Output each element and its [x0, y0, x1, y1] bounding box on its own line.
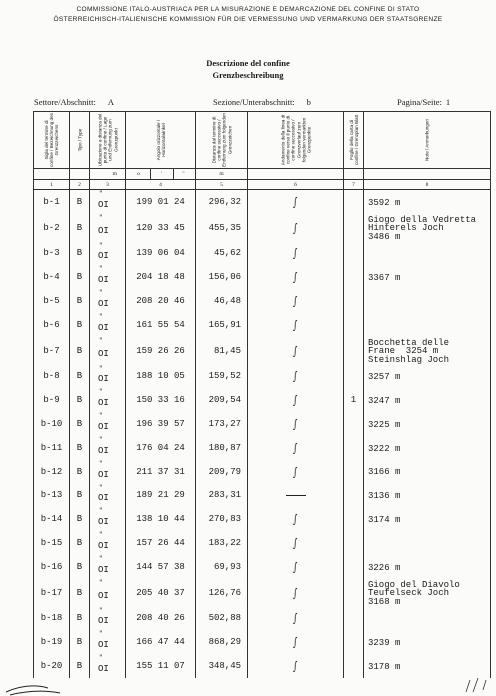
- distance: 183,22: [196, 531, 248, 555]
- horizontal-angle: 204 18 48: [126, 265, 196, 289]
- col-num-3: 3: [90, 180, 126, 190]
- map-sheet: [344, 579, 364, 607]
- horizontal-angle: 155 11 07: [126, 654, 196, 678]
- map-sheet: [344, 313, 364, 337]
- horizontal-angle: 189 21 29: [126, 484, 196, 508]
- table-row: [34, 365, 491, 389]
- commission-header-german: ÖSTERREICHISCH-ITALIENISCHE KOMMISSION FÜR DIE VERMESSUNG UND VERMARKUNG DER STAATSGRENZE: [53, 16, 443, 23]
- marker-type: B: [70, 412, 90, 436]
- marker-id: b-16: [34, 555, 70, 579]
- marker-id: b-4: [34, 265, 70, 289]
- table-row: [34, 484, 491, 508]
- marker-location: " OI: [90, 484, 126, 508]
- marker-location: " OI: [90, 607, 126, 631]
- marker-location: " OI: [90, 436, 126, 460]
- note: [364, 607, 491, 631]
- col-header-angle: Angolo orizzontale / Horizontalwinkel: [126, 112, 196, 169]
- distance: 46,48: [196, 289, 248, 313]
- marker-id: b-10: [34, 412, 70, 436]
- map-sheet: [344, 337, 364, 365]
- marker-location: " OI: [90, 388, 126, 412]
- curved-line-icon: ∫: [248, 630, 344, 654]
- table-row: [34, 630, 491, 654]
- marker-type: B: [70, 436, 90, 460]
- map-sheet: [344, 190, 364, 214]
- document-subtitle: Grenzbeschreibung: [212, 70, 284, 80]
- note-line: 3247 m: [368, 395, 401, 406]
- horizontal-angle: 161 55 54: [126, 313, 196, 337]
- marker-location: " OI: [90, 412, 126, 436]
- horizontal-angle: 144 57 38: [126, 555, 196, 579]
- page-value: 1: [445, 97, 451, 107]
- col-num-7: 7: [344, 180, 364, 190]
- col-num-4: 4: [126, 180, 196, 190]
- marker-id: b-5: [34, 289, 70, 313]
- map-sheet: [344, 214, 364, 242]
- sector-value: A: [107, 97, 114, 107]
- note: [364, 436, 491, 460]
- horizontal-angle: 188 10 05: [126, 365, 196, 389]
- marker-location: " OI: [90, 460, 126, 484]
- horizontal-angle: 139 06 04: [126, 242, 196, 266]
- note-line: 3239 m: [368, 637, 401, 648]
- curved-line-icon: ∫: [248, 190, 344, 214]
- map-sheet: 1: [344, 388, 364, 412]
- distance: 296,32: [196, 190, 248, 214]
- col-header-notes: Note / Anmerkungen: [364, 112, 491, 169]
- horizontal-angle: 138 10 44: [126, 507, 196, 531]
- marker-id: b-19: [34, 630, 70, 654]
- marker-type: B: [70, 507, 90, 531]
- distance: 455,35: [196, 214, 248, 242]
- distance: 165,91: [196, 313, 248, 337]
- curved-line-icon: ∫: [248, 214, 344, 242]
- horizontal-angle: 208 40 26: [126, 607, 196, 631]
- marker-type: B: [70, 607, 90, 631]
- map-sheet: [344, 607, 364, 631]
- curved-line-icon: ∫: [248, 607, 344, 631]
- marker-location: " OI: [90, 579, 126, 607]
- distance: 180,87: [196, 436, 248, 460]
- col-header-marker: Sigla del termine di confine / Bezeichnung des Grenzzeichens: [34, 112, 70, 169]
- marker-id: b-7: [34, 337, 70, 365]
- note: [364, 531, 491, 555]
- map-sheet: [344, 460, 364, 484]
- marker-type: B: [70, 531, 90, 555]
- curved-line-icon: ∫: [248, 654, 344, 678]
- horizontal-angle: 159 26 26: [126, 337, 196, 365]
- unit-m-distance: m: [196, 169, 248, 180]
- note: [364, 313, 491, 337]
- note: [364, 630, 491, 654]
- col-num-6: 6: [248, 180, 344, 190]
- note-line: 3136 m: [368, 491, 401, 502]
- border-description-table: [33, 111, 491, 678]
- note-line: Frane 3254 m: [368, 346, 439, 357]
- curved-line-icon: ∫: [248, 242, 344, 266]
- note: [364, 365, 491, 389]
- note-line: 3174 m: [368, 514, 401, 525]
- horizontal-angle: 157 26 44: [126, 531, 196, 555]
- table-row: [34, 313, 491, 337]
- marker-id: b-14: [34, 507, 70, 531]
- col-num-8: 8: [364, 180, 491, 190]
- marker-id: b-6: [34, 313, 70, 337]
- curved-line-icon: ∫: [248, 555, 344, 579]
- map-sheet: [344, 484, 364, 508]
- note-line: 3166 m: [368, 467, 401, 478]
- marker-id: b-2: [34, 214, 70, 242]
- curved-line-icon: ∫: [248, 289, 344, 313]
- map-sheet: [344, 242, 364, 266]
- distance: 283,31: [196, 484, 248, 508]
- horizontal-angle: 199 01 24: [126, 190, 196, 214]
- distance: 270,83: [196, 507, 248, 531]
- note-line: 3225 m: [368, 419, 401, 430]
- table-row: [34, 555, 491, 579]
- curved-line-icon: ∫: [248, 337, 344, 365]
- col-num-2: 2: [70, 180, 90, 190]
- curved-line-icon: ∫: [248, 388, 344, 412]
- note-line: 3486 m: [368, 231, 401, 242]
- marker-id: b-13: [34, 484, 70, 508]
- horizontal-angle: 208 20 46: [126, 289, 196, 313]
- col-header-distance: Distanza dal termine di confine successivo / Entfernung zum folgenden Grenzzeichen: [196, 112, 248, 169]
- table-row: [34, 214, 491, 242]
- marker-location: " OI: [90, 630, 126, 654]
- map-sheet: [344, 630, 364, 654]
- distance: 348,45: [196, 654, 248, 678]
- distance: 173,27: [196, 412, 248, 436]
- marker-location: " OI: [90, 313, 126, 337]
- note-line: Giogo della Vedretta: [368, 214, 477, 225]
- col-header-sheet: Foglio della carta di confine / Grenzplan Blatt: [344, 112, 364, 169]
- distance: 868,29: [196, 630, 248, 654]
- curved-line-icon: ∫: [248, 507, 344, 531]
- signature-scribble: [0, 666, 496, 696]
- marker-location: " OI: [90, 214, 126, 242]
- marker-type: B: [70, 337, 90, 365]
- distance: 502,88: [196, 607, 248, 631]
- marker-id: b-1: [34, 190, 70, 214]
- marker-type: B: [70, 555, 90, 579]
- distance: 156,06: [196, 265, 248, 289]
- distance: 209,79: [196, 460, 248, 484]
- note: [364, 507, 491, 531]
- table-row: [34, 289, 491, 313]
- note: [364, 388, 491, 412]
- unit-m-location: m: [90, 169, 126, 180]
- marker-location: " OI: [90, 555, 126, 579]
- marker-location: " OI: [90, 531, 126, 555]
- horizontal-angle: 166 47 44: [126, 630, 196, 654]
- distance: 69,93: [196, 555, 248, 579]
- marker-location: " OI: [90, 507, 126, 531]
- marker-type: B: [70, 214, 90, 242]
- note-line: 3592 m: [368, 197, 401, 208]
- sector-field: [34, 97, 114, 107]
- note: [364, 289, 491, 313]
- note: [364, 412, 491, 436]
- horizontal-angle: 205 40 37: [126, 579, 196, 607]
- note: [364, 214, 491, 242]
- table-row: [34, 388, 491, 412]
- col-header-direction: Andamento della linea di confine verso il punto di confine successivo / Grenzverlauf zum folgenden vermarkten Grenzpunkte: [248, 112, 344, 169]
- table-row: [34, 607, 491, 631]
- page-field: [397, 97, 450, 107]
- curved-line-icon: ∫: [248, 365, 344, 389]
- marker-location: " OI: [90, 190, 126, 214]
- note-line: 3178 m: [368, 661, 401, 672]
- page-label: Pagina/Seite:: [397, 97, 442, 107]
- table-row: [34, 265, 491, 289]
- section-field: [213, 97, 311, 107]
- table-row: [34, 242, 491, 266]
- curved-line-icon: ∫: [248, 579, 344, 607]
- curved-line-icon: ∫: [248, 412, 344, 436]
- distance: 81,45: [196, 337, 248, 365]
- horizontal-angle: 196 39 57: [126, 412, 196, 436]
- sector-label: Settore/Abschnitt:: [34, 97, 96, 107]
- marker-location: " OI: [90, 289, 126, 313]
- table-row: [34, 460, 491, 484]
- table-row: [34, 337, 491, 365]
- marker-id: b-12: [34, 460, 70, 484]
- note: [364, 460, 491, 484]
- map-sheet: [344, 412, 364, 436]
- note: [364, 484, 491, 508]
- distance: 159,52: [196, 365, 248, 389]
- curved-line-icon: ∫: [248, 436, 344, 460]
- marker-id: b-3: [34, 242, 70, 266]
- note: [364, 265, 491, 289]
- distance: 209,54: [196, 388, 248, 412]
- note-line: 3222 m: [368, 443, 401, 454]
- horizontal-angle: 150 33 16: [126, 388, 196, 412]
- map-sheet: [344, 365, 364, 389]
- marker-type: B: [70, 365, 90, 389]
- marker-type: B: [70, 313, 90, 337]
- marker-id: b-9: [34, 388, 70, 412]
- curved-line-icon: ∫: [248, 313, 344, 337]
- marker-type: B: [70, 265, 90, 289]
- marker-id: b-15: [34, 531, 70, 555]
- note: [364, 555, 491, 579]
- commission-header-italian: COMMISSIONE ITALO-AUSTRIACA PER LA MISURAZIONE E DEMARCAZIONE DEL CONFINE DI STATO: [76, 6, 420, 13]
- marker-type: B: [70, 484, 90, 508]
- col-header-type: Tipo / Type: [70, 112, 90, 169]
- distance: 45,62: [196, 242, 248, 266]
- marker-id: b-17: [34, 579, 70, 607]
- marker-id: b-11: [34, 436, 70, 460]
- horizontal-angle: 120 33 45: [126, 214, 196, 242]
- table-row: [34, 436, 491, 460]
- curved-line-icon: ∫: [248, 460, 344, 484]
- horizontal-angle: 211 37 31: [126, 460, 196, 484]
- unit-angle: o ' ": [126, 169, 196, 180]
- marker-type: B: [70, 460, 90, 484]
- marker-type: B: [70, 289, 90, 313]
- note-line: Teufelseck Joch: [368, 588, 450, 599]
- marker-type: B: [70, 242, 90, 266]
- marker-id: b-18: [34, 607, 70, 631]
- col-num-5: 5: [196, 180, 248, 190]
- note-line: Giogo del Diavolo: [368, 579, 460, 590]
- map-sheet: [344, 289, 364, 313]
- marker-type: B: [70, 654, 90, 678]
- note: [364, 190, 491, 214]
- marker-type: B: [70, 388, 90, 412]
- section-label: Sezione/Unterabschnitt:: [213, 97, 295, 107]
- note: [364, 579, 491, 607]
- note-line: 3367 m: [368, 272, 401, 283]
- distance: 126,76: [196, 579, 248, 607]
- marker-location: " OI: [90, 265, 126, 289]
- map-sheet: [344, 436, 364, 460]
- note-line: Hinterels Joch: [368, 223, 444, 234]
- note-line: 3168 m: [368, 596, 401, 607]
- map-sheet: [344, 265, 364, 289]
- map-sheet: [344, 555, 364, 579]
- table-row: [34, 412, 491, 436]
- curved-line-icon: ∫: [248, 531, 344, 555]
- col-header-location: Ubicazione a distanza del punto di confine / Lage und Entfernung zum Grenzpunkt: [90, 112, 126, 169]
- col-num-1: 1: [34, 180, 70, 190]
- table-row: [34, 531, 491, 555]
- marker-type: B: [70, 630, 90, 654]
- note-line: Steinshlag Joch: [368, 354, 450, 365]
- table-row: [34, 507, 491, 531]
- marker-location: " OI: [90, 654, 126, 678]
- marker-location: " OI: [90, 365, 126, 389]
- marker-type: B: [70, 579, 90, 607]
- curved-line-icon: ∫: [248, 265, 344, 289]
- section-value: b: [306, 97, 311, 107]
- marker-location: " OI: [90, 242, 126, 266]
- marker-id: b-20: [34, 654, 70, 678]
- note-line: 3226 m: [368, 562, 401, 573]
- table-row: [34, 190, 491, 214]
- marker-location: " OI: [90, 337, 126, 365]
- table-row: [34, 579, 491, 607]
- document-title: Descrizione del confine: [206, 58, 290, 68]
- marker-id: b-8: [34, 365, 70, 389]
- map-sheet: [344, 507, 364, 531]
- note: [364, 337, 491, 365]
- note-line: 3257 m: [368, 372, 401, 383]
- note: [364, 242, 491, 266]
- note-line: Bocchetta delle: [368, 337, 450, 348]
- straight-line-icon: [248, 484, 344, 508]
- map-sheet: [344, 531, 364, 555]
- horizontal-angle: 176 04 24: [126, 436, 196, 460]
- marker-type: B: [70, 190, 90, 214]
